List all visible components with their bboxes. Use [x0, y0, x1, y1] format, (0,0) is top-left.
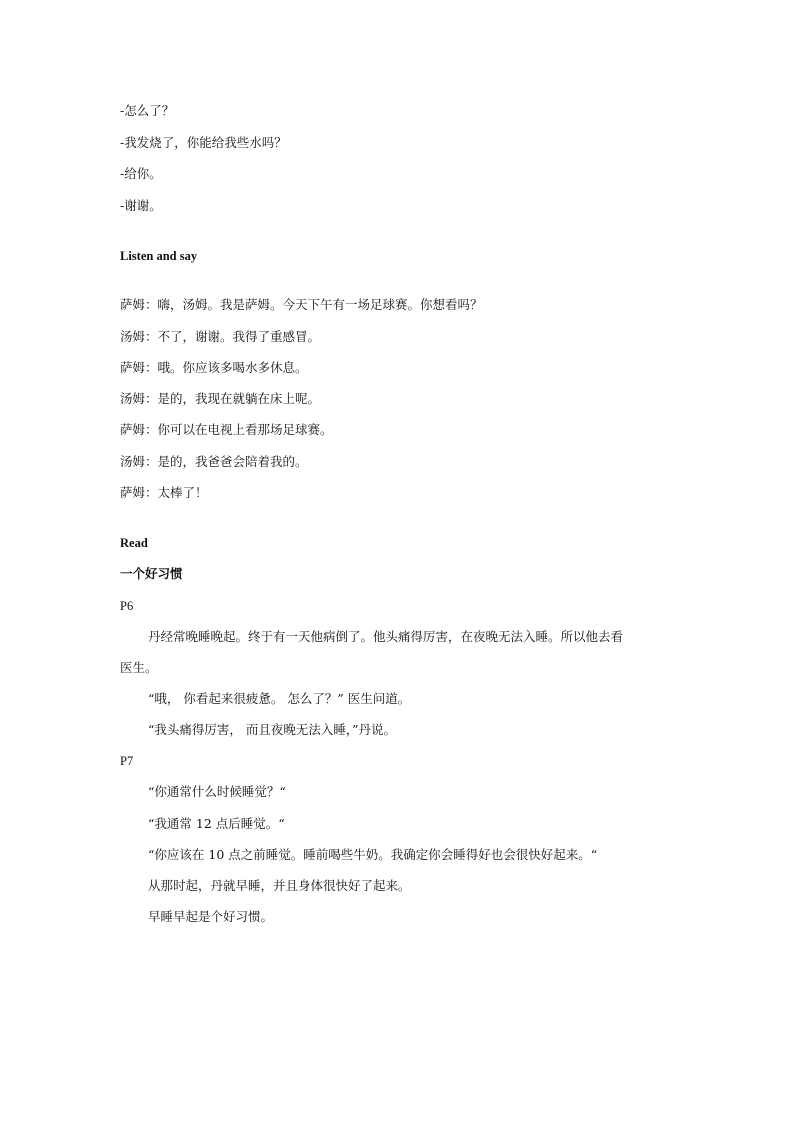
dialogue-line: -我发烧了，你能给我些水吗？	[120, 135, 287, 150]
dialogue-line: 汤姆：不了，谢谢。我得了重感冒。	[120, 329, 321, 344]
paragraph-line: “哦， 你看起来很疲惫。 怎么了？” 医生问道。	[148, 691, 411, 706]
paragraph-line: “我头痛得厉害， 而且夜晚无法入睡，”丹说。	[148, 722, 397, 737]
page-label-p6: P6	[120, 599, 134, 613]
paragraph-line: 丹经常晚睡晚起。终于有一天他病倒了。他头痛得厉害，在夜晚无法入睡。所以他去看	[148, 629, 624, 644]
dialogue-line: 汤姆：是的，我现在就躺在床上呢。	[120, 391, 321, 406]
dialogue-line: -怎么了？	[120, 103, 175, 118]
section-heading-read: Read	[120, 536, 148, 550]
paragraph-line: 医生。	[120, 660, 158, 675]
dialogue-line: 萨姆：嗨，汤姆。我是萨姆。今天下午有一场足球赛。你想看吗？	[120, 297, 483, 312]
dialogue-line: -给你。	[120, 166, 162, 181]
paragraph-line: “你应该在 10 点之前睡觉。睡前喝些牛奶。我确定你会睡得好也会很快好起来。“	[148, 847, 598, 862]
paragraph-line: 早睡早起是个好习惯。	[148, 909, 274, 924]
story-title: 一个好习惯	[120, 566, 183, 581]
dialogue-line: 萨姆：你可以在电视上看那场足球赛。	[120, 422, 333, 437]
dialogue-line: -谢谢。	[120, 198, 162, 213]
paragraph-line: “你通常什么时候睡觉？“	[148, 784, 286, 799]
dialogue-line: 汤姆：是的，我爸爸会陪着我的。	[120, 454, 308, 469]
paragraph-line: 从那时起，丹就早睡，并且身体很快好了起来。	[148, 878, 411, 893]
dialogue-line: 萨姆：哦。你应该多喝水多休息。	[120, 360, 308, 375]
section-heading-listen-and-say: Listen and say	[120, 249, 198, 263]
paragraph-line: “我通常 12 点后睡觉。“	[148, 816, 285, 831]
page-label-p7: P7	[120, 754, 134, 768]
dialogue-line: 萨姆：太棒了！	[120, 485, 208, 500]
